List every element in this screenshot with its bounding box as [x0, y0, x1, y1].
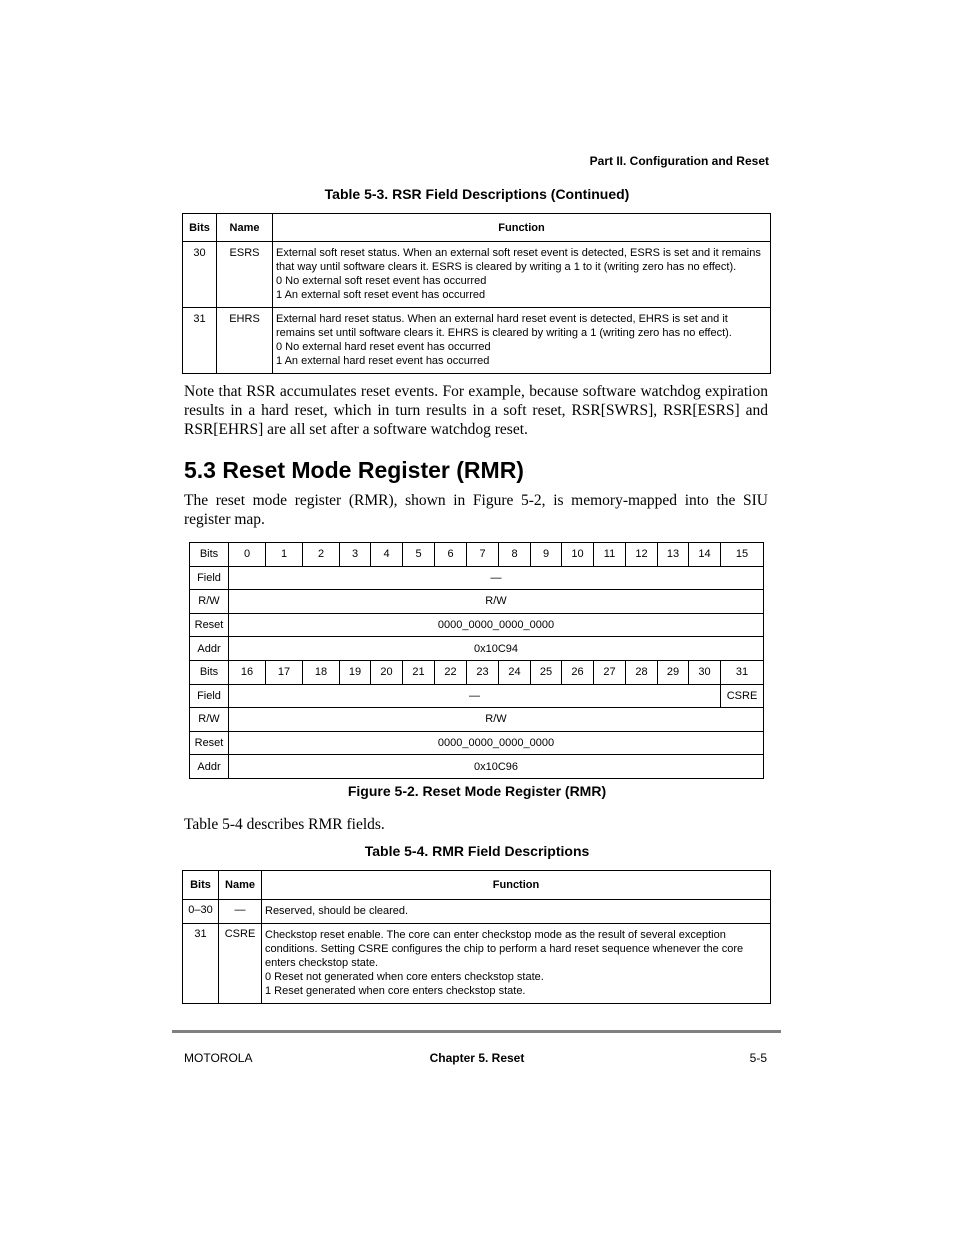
bit-number: 6: [435, 543, 467, 567]
register-field-row: [190, 566, 764, 590]
row-label: Reset: [190, 731, 229, 755]
rw-value: R/W: [229, 590, 764, 614]
table-5-4-intro: Table 5-4 describes RMR fields.: [184, 816, 385, 833]
addr-value: 0x10C96: [229, 755, 764, 779]
register-reset-row: [190, 731, 764, 755]
function-line: 0 Reset not generated when core enters checkstop state.: [265, 971, 544, 983]
function-cell: [273, 242, 771, 308]
column-header: Bits: [183, 871, 219, 900]
bit-number: 12: [626, 543, 658, 567]
bit-number: 24: [499, 660, 531, 684]
table-row: [183, 242, 771, 308]
function-cell: [273, 308, 771, 374]
note-paragraph: Note that RSR accumulates reset events. For example, because software watchdog expiration results in a hard reset, which in turn results in a soft reset, RSR[SWRS], RSR[ESRS] and RSR[EHRS] are all set after a software watchdog reset.: [184, 383, 768, 438]
column-header: Name: [219, 871, 262, 900]
addr-value: 0x10C94: [229, 637, 764, 661]
bit-number: 30: [689, 660, 721, 684]
running-head: Part II. Configuration and Reset: [589, 154, 769, 168]
bit-number: 10: [562, 543, 594, 567]
column-header: Name: [217, 214, 273, 242]
footer-rule: [172, 1030, 781, 1033]
bits-cell: 31: [183, 924, 219, 1004]
figure-5-2-caption: Figure 5-2. Reset Mode Register (RMR): [347, 783, 607, 799]
table-row: [183, 900, 771, 924]
row-label: R/W: [190, 708, 229, 732]
column-header: Bits: [183, 214, 217, 242]
table-row: [183, 308, 771, 374]
table-header-row: [183, 871, 771, 900]
register-rw-row: [190, 590, 764, 614]
row-label: Addr: [190, 755, 229, 779]
function-cell: [262, 900, 771, 924]
bit-number: 0: [229, 543, 266, 567]
bit-number: 28: [626, 660, 658, 684]
bit-number: 29: [658, 660, 689, 684]
csre-field: CSRE: [721, 684, 764, 708]
function-line: remains set until software clears it. EHRS is cleared by writing a 1 (writing zero has no effect).: [276, 327, 732, 339]
function-cell: [262, 924, 771, 1004]
bit-number: 3: [340, 543, 371, 567]
bit-number: 2: [303, 543, 340, 567]
bit-number: 21: [403, 660, 435, 684]
bit-number: 13: [658, 543, 689, 567]
register-bits-row: [190, 660, 764, 684]
register-reset-row: [190, 613, 764, 637]
bit-number: 20: [371, 660, 403, 684]
section-intro: The reset mode register (RMR), shown in Figure 5-2, is memory-mapped into the SIU register map.: [184, 492, 768, 528]
name-cell: ESRS: [217, 242, 273, 308]
register-rw-row: [190, 708, 764, 732]
register-bits-row: [190, 543, 764, 567]
function-line: conditions. Setting CSRE configures the chip to perform a hard reset sequence whenever the core: [265, 943, 744, 955]
bit-number: 15: [721, 543, 764, 567]
bit-number: 14: [689, 543, 721, 567]
row-label: Bits: [190, 660, 229, 684]
table-row: [183, 924, 771, 1004]
rw-value: R/W: [229, 708, 764, 732]
reset-value: 0000_0000_0000_0000: [229, 731, 764, 755]
table-5-4-caption: Table 5-4. RMR Field Descriptions: [364, 843, 590, 859]
function-line: 1 An external hard reset event has occurred: [276, 355, 490, 367]
bit-number: 5: [403, 543, 435, 567]
section-title: 5.3 Reset Mode Register (RMR): [184, 457, 524, 483]
rmr-field-table: [182, 870, 771, 1004]
reset-value: 0000_0000_0000_0000: [229, 613, 764, 637]
bit-number: 27: [594, 660, 626, 684]
bit-number: 26: [562, 660, 594, 684]
bit-number: 25: [531, 660, 562, 684]
bit-number: 18: [303, 660, 340, 684]
name-cell: —: [219, 900, 262, 924]
function-line: 0 No external soft reset event has occurred: [276, 275, 487, 287]
bit-number: 22: [435, 660, 467, 684]
bits-cell: 30: [183, 242, 217, 308]
footer-chapter: Chapter 5. Reset: [429, 1051, 525, 1065]
register-addr-row: [190, 637, 764, 661]
register-field-row: [190, 684, 764, 708]
rsr-field-table: [182, 213, 771, 374]
row-label: Bits: [190, 543, 229, 567]
function-line: Checkstop reset enable. The core can enter checkstop mode as the result of several exception: [265, 929, 726, 941]
bit-number: 7: [467, 543, 499, 567]
function-line: Reserved, should be cleared.: [265, 905, 409, 917]
row-label: Reset: [190, 613, 229, 637]
table-header-row: [183, 214, 771, 242]
table-5-3-caption: Table 5-3. RSR Field Descriptions (Continued): [324, 186, 630, 202]
row-label: Addr: [190, 637, 229, 661]
function-line: enters checkstop state.: [265, 957, 379, 969]
function-line: 1 Reset generated when core enters checkstop state.: [265, 985, 526, 997]
bits-cell: 31: [183, 308, 217, 374]
row-label: Field: [190, 566, 229, 590]
function-line: 0 No external hard reset event has occurred: [276, 341, 491, 353]
bit-number: 31: [721, 660, 764, 684]
function-line: External soft reset status. When an external soft reset event is detected, ESRS is set and it remains: [276, 247, 761, 259]
function-line: that way until software clears it. ESRS is cleared by writing a 1 to it (writing zero has no effect).: [276, 261, 737, 273]
bit-number: 19: [340, 660, 371, 684]
function-line: 1 An external soft reset event has occurred: [276, 289, 486, 301]
bit-number: 9: [531, 543, 562, 567]
rmr-register-diagram: [189, 542, 764, 779]
footer-publisher: MOTOROLA: [184, 1051, 253, 1065]
bit-number: 4: [371, 543, 403, 567]
bit-number: 1: [266, 543, 303, 567]
name-cell: CSRE: [219, 924, 262, 1004]
field-value: —: [229, 684, 721, 708]
bit-number: 23: [467, 660, 499, 684]
bit-number: 16: [229, 660, 266, 684]
bit-number: 8: [499, 543, 531, 567]
column-header: Function: [262, 871, 771, 900]
footer-page-number: 5-5: [749, 1051, 767, 1065]
name-cell: EHRS: [217, 308, 273, 374]
bit-number: 11: [594, 543, 626, 567]
register-addr-row: [190, 755, 764, 779]
function-line: External hard reset status. When an external hard reset event is detected, EHRS is set and it: [276, 313, 728, 325]
column-header: Function: [273, 214, 771, 242]
bit-number: 17: [266, 660, 303, 684]
field-value: —: [229, 566, 764, 590]
row-label: Field: [190, 684, 229, 708]
row-label: R/W: [190, 590, 229, 614]
bits-cell: 0–30: [183, 900, 219, 924]
